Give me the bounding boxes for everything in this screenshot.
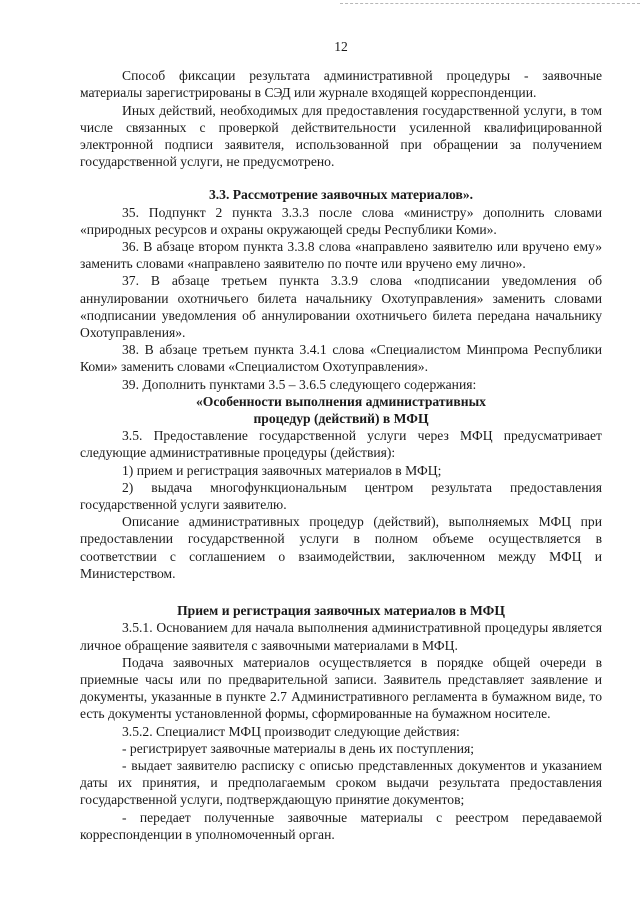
action-register: - регистрирует заявочные материалы в день их поступления;: [122, 740, 475, 756]
reception-heading: Прием и регистрация заявочных материалов в МФЦ: [177, 603, 505, 619]
action-receipt: - выдает заявителю расписку с описью представленных документов и указанием даты их принятия, и предполагаемым сроком выдачи результата предоставления государственной услуги, подтверждающую принятие документов;: [80, 757, 602, 808]
mfc-section-heading: [80, 393, 602, 427]
amendment-38: 38. В абзаце третьем пункта 3.4.1 слова «Специалистом Минпрома Республики Коми» заменить словами «Специалистом Охотуправления».: [80, 342, 602, 375]
paragraph-3-5-1: 3.5.1. Основанием для начала выполнения административной процедуры является личное обращение заявителя с заявочными материалами в МФЦ.: [80, 620, 602, 653]
amendment-35: 35. Подпункт 2 пункта 3.3.3 после слова «министру» дополнить словами «природных ресурсов и охраны окружающей среды Республики Коми».: [80, 204, 602, 237]
action-transfer: - передает полученные заявочные материалы с реестром передаваемой корреспонденции в уполномоченный орган.: [80, 809, 602, 842]
paragraph-3-5-2: 3.5.2. Специалист МФЦ производит следующие действия:: [122, 723, 460, 739]
mfc-heading-line-1: «Особенности выполнения административных: [196, 393, 486, 409]
amendment-39: 39. Дополнить пунктами 3.5 – 3.6.5 следующего содержания:: [122, 376, 477, 392]
paragraph-other-actions: Иных действий, необходимых для предоставления государственной услуги, в том числе связанных с проверкой действительности усиленной квалифицированной электронной подписи заявителя, использованной при обращении за получением государственной услуги, не предусмотрено.: [80, 102, 602, 170]
paragraph-3-5: 3.5. Предоставление государственной услуги через МФЦ предусматривает следующие административные процедуры (действия):: [80, 428, 602, 461]
list-item-1: 1) прием и регистрация заявочных материалов в МФЦ;: [122, 462, 442, 478]
scan-artifact-line: [340, 3, 640, 4]
paragraph-submission: Подача заявочных материалов осуществляется в порядке общей очереди в приемные часы или по предварительной записи. Заявитель представляет заявление и документы, указанные в пункте 2.7 Административного регламента в бумажном виде, то есть документы установленной формы, сформированные на бумажном носителе.: [80, 654, 602, 722]
amendment-36: 36. В абзаце втором пункта 3.3.8 слова «направлено заявителю или вручено ему» заменить словами «направлено заявителю по почте или вручено ему лично».: [80, 239, 602, 272]
list-item-2: 2) выдача многофункциональным центром результата предоставления государственной услуги заявителю.: [80, 479, 602, 513]
document-page: [80, 38, 602, 843]
mfc-heading-line-2: процедур (действий) в МФЦ: [253, 411, 429, 427]
paragraph-fixation-method: Способ фиксации результата административной процедуры - заявочные материалы зарегистрированы в СЭД или журнале входящей корреспонденции.: [80, 68, 602, 101]
page-number: 12: [334, 39, 348, 54]
amendment-37: 37. В абзаце третьем пункта 3.3.9 слова «подписании уведомления об аннулировании охотничьего билета начальнику Охотуправления» заменить словами «подписании уведомления об аннулировании охотничьего билета передана начальнику Охотуправления».: [80, 273, 602, 341]
paragraph-procedure-description: Описание административных процедур (действий), выполняемых МФЦ при предоставлении государственной услуги в полном объеме осуществляется в соответствии с соглашением о взаимодействии, заключенном между МФЦ и Министерством.: [80, 514, 602, 581]
section-heading-3-3: 3.3. Рассмотрение заявочных материалов».: [208, 187, 474, 203]
